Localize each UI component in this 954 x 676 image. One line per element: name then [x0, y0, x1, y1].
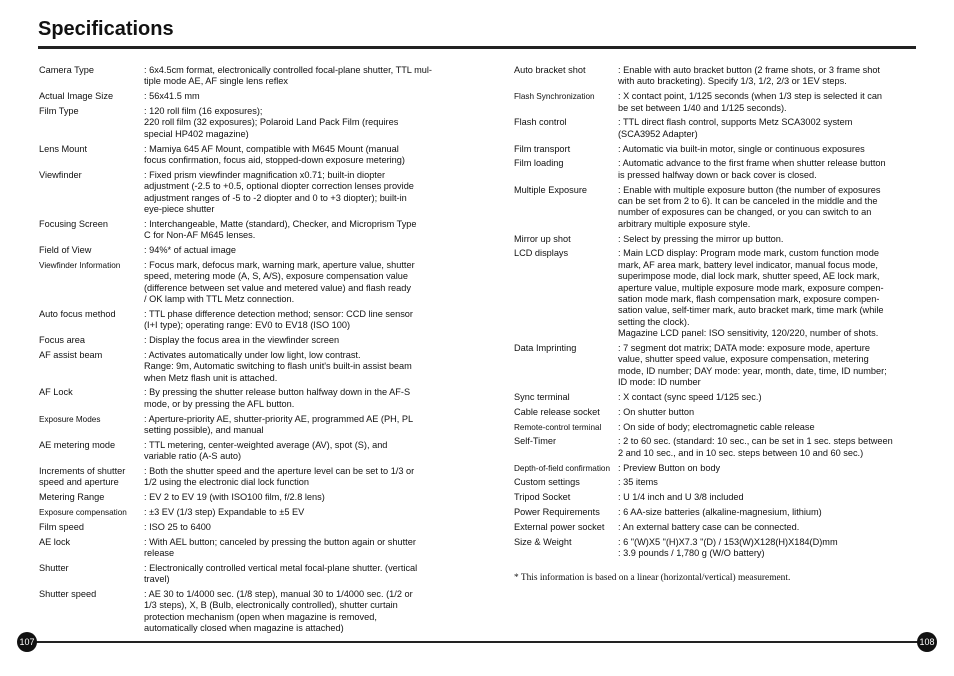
spec-value: : 7 segment dot matrix; DATA mode: exposure mode, aperture value, shutter speed value, exposure compensation, metering mode, ID number; DAY mode: year, month, date, time, ID number; ID mode: ID number [618, 343, 887, 388]
spec-value: : EV 2 to EV 19 (with ISO100 film, f/2.8 lens) [144, 492, 325, 503]
spec-row [514, 91, 918, 114]
spec-row [39, 335, 444, 346]
spec-value: : By pressing the shutter release button halfway down in the AF-S mode, or by pressing the AFL button. [144, 387, 411, 409]
spec-value: : 120 roll film (16 exposures); 220 roll film (32 exposures); Polaroid Land Pack Film (requires special HP402 magazine) [144, 106, 399, 139]
spec-label: AF Lock [39, 387, 73, 398]
spec-value: : ±3 EV (1/3 step) Expandable to ±5 EV [144, 507, 305, 518]
spec-label: AE metering mode [39, 439, 116, 450]
spec-row [39, 65, 444, 88]
spec-row [39, 91, 444, 102]
spec-row [514, 492, 918, 503]
spec-value: : Activates automatically under low light, low contrast. Range: 9m, Automatic switching to flash unit's built-in assist beam when Metz flash unit is attached. [144, 349, 412, 383]
spec-label: Exposure Modes [39, 414, 101, 424]
spec-label: Camera Type [39, 65, 94, 75]
spec-label: Shutter [39, 562, 69, 573]
spec-value: : Both the shutter speed and the aperture level can be set to 1/3 or 1/2 using the electronic dial lock function [144, 466, 415, 488]
spec-row [514, 392, 918, 403]
spec-label: Film speed [39, 521, 84, 532]
spec-label: Actual Image Size [39, 91, 114, 102]
spec-value: : TTL phase difference detection method; sensor: CCD line sensor (I+I type); operating range: EV0 to EV18 (ISO 100) [144, 308, 413, 331]
spec-label: Size & Weight [514, 536, 572, 547]
spec-value: : 2 to 60 sec. (standard: 10 sec., can be set in 1 sec. steps between 2 and 10 sec., and in 10 sec. steps between 10 and 60 sec.) [618, 436, 893, 458]
spec-value: : Enable with multiple exposure button (the number of exposures can be set from 2 to 6). It can be canceled in the middle and the number of exposures can be changed, or you can switch to an arbitrary multiple exposure style. [618, 184, 881, 229]
spec-row [514, 422, 918, 433]
spec-row [39, 537, 444, 560]
spec-value: : Automatic advance to the first frame when shutter release button is pressed halfway down or back cover is closed. [618, 158, 886, 180]
spec-label: Self-Timer [514, 436, 557, 447]
spec-label: AE lock [39, 536, 71, 547]
spec-value: : An external battery case can be connected. [618, 521, 800, 532]
spec-value: : 56x41.5 mm [144, 91, 200, 102]
spec-row [514, 117, 918, 140]
page-number-right: 108 [917, 632, 937, 652]
spec-label: Custom settings [514, 477, 580, 488]
spec-label: Auto focus method [39, 308, 116, 319]
spec-label: Metering Range [39, 492, 105, 503]
spec-label: External power socket [514, 521, 605, 532]
spec-row [39, 492, 444, 503]
page-number-left: 107 [17, 632, 37, 652]
spec-row [514, 234, 918, 245]
spec-row [39, 260, 444, 306]
spec-row [39, 589, 444, 635]
spec-label: AF assist beam [39, 349, 103, 360]
spec-value: : Display the focus area in the viewfinder screen [144, 335, 340, 346]
spec-column-right [514, 65, 918, 563]
spec-label: Focus area [39, 335, 85, 346]
spec-value: : U 1/4 inch and U 3/8 included [618, 492, 744, 503]
spec-row [39, 563, 444, 586]
spec-label: Depth-of-field confirmation [514, 463, 611, 473]
spec-value: : Electronically controlled vertical metal focal-plane shutter. (vertical travel) [144, 562, 418, 585]
spec-row [39, 522, 444, 533]
spec-row [514, 507, 918, 518]
spec-value: : Automatic via built-in motor, single or continuous exposures [618, 143, 865, 154]
spec-label: Auto bracket shot [514, 65, 586, 75]
page-title: Specifications [38, 18, 174, 40]
spec-label: Field of View [39, 245, 92, 256]
title-divider [38, 46, 916, 49]
spec-label: Film loading [514, 158, 564, 169]
spec-row [39, 440, 444, 463]
spec-label: LCD displays [514, 248, 569, 259]
spec-value: : 94%* of actual image [144, 245, 236, 256]
footnote: * This information is based on a linear (horizontal/vertical) measurement. [514, 573, 791, 583]
spec-row [39, 309, 444, 332]
spec-row [514, 248, 918, 339]
spec-value: : Main LCD display: Program mode mark, custom function mode mark, AF area mark, battery level indicator, manual focus mode, superimpose mode, dial lock mark, shutter speed, AE lock mark, aperture value, multiple exposure mode mark, exposure compen- sation mode mark, flash compensation mark, exposure compen- sation value, self-timer mark, auto bracket mark, time mark (while setting the clock). Magazine LCD panel: ISO sensitivity, 120/220, number of shots. [618, 248, 884, 339]
spec-label: Multiple Exposure [514, 184, 588, 195]
spec-row [514, 185, 918, 231]
spec-value: : X contact (sync speed 1/125 sec.) [618, 392, 762, 403]
spec-row [514, 463, 918, 474]
spec-row [39, 219, 444, 242]
spec-row [514, 343, 918, 389]
spec-row [514, 65, 918, 88]
spec-value: : AE 30 to 1/4000 sec. (1/8 step), manual 30 to 1/4000 sec. (1/2 or 1/3 steps), X, B (Bulb, electronically controlled), shutter curtain protection mechanism (open when magazine is removed, automatically closed when magazine is attached) [144, 589, 413, 634]
spec-value: : Focus mark, defocus mark, warning mark, aperture value, shutter speed, metering mode (A, S, A/S), exposure compensation value (difference between set value and metered value) and flash ready / OK lamp with TTL Metz connection. [144, 259, 415, 305]
spec-value: : 6 "(W)X5 "(H)X7.3 "(D) / 153(W)X128(H)X184(D)mm : 3.9 pounds / 1,780 g (W/O battery) [618, 536, 838, 559]
spec-value: : With AEL button; canceled by pressing the button again or shutter release [144, 536, 416, 559]
spec-value: : On side of body; electromagnetic cable release [618, 421, 815, 432]
bottom-divider [28, 641, 926, 643]
spec-value: : Aperture-priority AE, shutter-priority AE, programmed AE (PH, PL setting possible), and manual [144, 413, 414, 436]
spec-row [514, 144, 918, 155]
spec-value: : Select by pressing the mirror up button. [618, 233, 784, 244]
spec-row [39, 144, 444, 167]
spec-label: Viewfinder Information [39, 260, 121, 270]
spec-row [514, 522, 918, 533]
spec-label: Lens Mount [39, 143, 88, 154]
spec-label: Mirror up shot [514, 233, 571, 244]
spec-label: Sync terminal [514, 392, 570, 403]
spec-row [39, 466, 444, 489]
spec-label: Increments of shutter speed and aperture [39, 466, 126, 488]
spec-label: Viewfinder [39, 169, 82, 180]
spec-column-left [39, 65, 444, 638]
spec-label: Data Imprinting [514, 343, 577, 354]
spec-label: Flash control [514, 117, 567, 128]
spec-value: : Mamiya 645 AF Mount, compatible with M645 Mount (manual focus confirmation, focus aid, stopped-down exposure metering) [144, 143, 405, 166]
spec-value: : Interchangeable, Matte (standard), Checker, and Microprism Type C for Non-AF M645 lenses. [144, 218, 417, 241]
spec-row [514, 158, 918, 181]
spec-label: Shutter speed [39, 589, 97, 600]
spec-value: : 35 items [618, 477, 658, 488]
spec-row [514, 407, 918, 418]
spec-label: Film Type [39, 106, 79, 116]
spec-row [39, 387, 444, 410]
spec-value: : Preview Button on body [618, 462, 721, 473]
spec-label: Remote-control terminal [514, 422, 602, 432]
spec-row [39, 350, 444, 384]
spec-row [39, 245, 444, 256]
spec-value: : TTL metering, center-weighted average (AV), spot (S), and variable ratio (A-S auto) [144, 439, 388, 462]
spec-value: : Fixed prism viewfinder magnification x0.71; built-in diopter adjustment (-2.5 to +0.5, optional diopter correction lenses provide adjustment ranges of -5 to -2 diopter and 0 to +3 diopter); built-in eye-piece shutter [144, 169, 414, 215]
spec-label: Power Requirements [514, 507, 600, 518]
spec-row [39, 507, 444, 518]
spec-value: : ISO 25 to 6400 [144, 521, 211, 532]
spec-label: Cable release socket [514, 406, 600, 417]
spec-value: : TTL direct flash control, supports Metz SCA3002 system (SCA3952 Adapter) [618, 117, 853, 139]
spec-row [514, 477, 918, 488]
spec-value: : 6 AA-size batteries (alkaline-magnesium, lithium) [618, 507, 822, 518]
spec-label: Focusing Screen [39, 218, 108, 229]
spec-label: Exposure compensation [39, 508, 127, 518]
spec-row [39, 106, 444, 140]
spec-value: : Enable with auto bracket button (2 frame shots, or 3 frame shot with auto bracketing). Specify 1/3, 1/2, 2/3 or 1EV steps. [618, 65, 880, 87]
spec-value: : On shutter button [618, 406, 695, 417]
spec-label: Film transport [514, 143, 571, 154]
spec-row [514, 436, 918, 459]
spec-value: : X contact point, 1/125 seconds (when 1/3 step is selected it can be set between 1/40 and 1/125 seconds). [618, 91, 883, 113]
spec-value: : 6x4.5cm format, electronically controlled focal-plane shutter, TTL mul- tiple mode AE, AF single lens reflex [144, 65, 432, 87]
spec-row [39, 170, 444, 216]
spec-label: Tripod Socket [514, 492, 571, 503]
spec-row [514, 537, 918, 560]
spec-label: Flash Synchronization [514, 92, 595, 102]
spec-row [39, 414, 444, 437]
